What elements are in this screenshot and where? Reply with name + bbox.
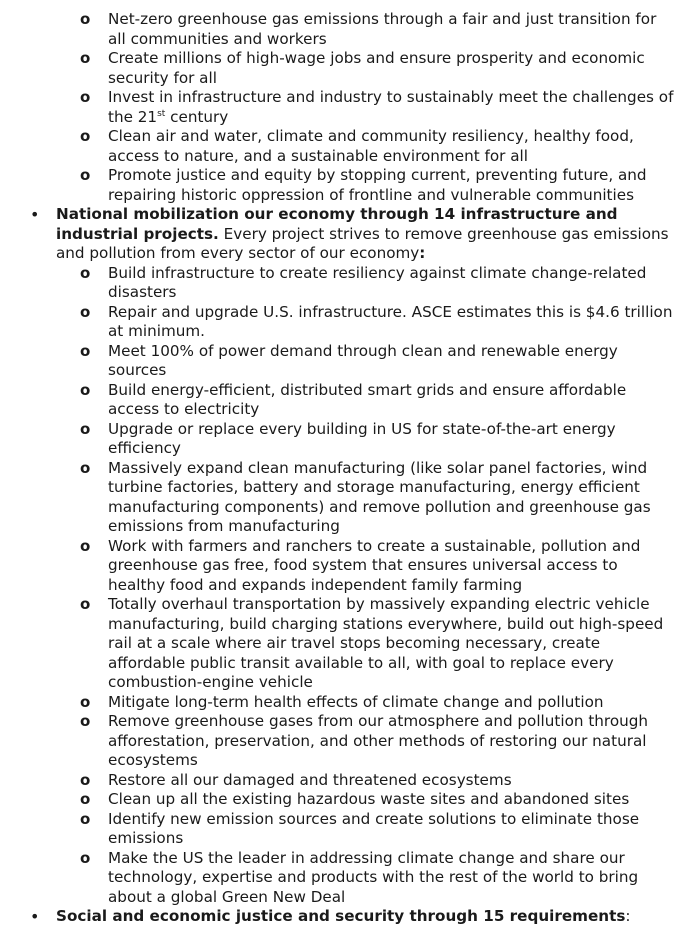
- list-item: [0, 849, 696, 908]
- mobilization-intro: Every project strives to remove greenhouse gas emissions and pollution from every sector of our economy: [56, 224, 669, 262]
- sub-bullet: o: [80, 770, 91, 789]
- list-item: [0, 771, 696, 791]
- list-item-text-end: century: [165, 107, 229, 126]
- list-item-text: Upgrade or replace every building in US for state-of-the-art energy efficiency: [108, 419, 616, 457]
- list-item: [0, 790, 696, 810]
- list-item: [0, 420, 696, 459]
- sub-bullet: o: [80, 127, 91, 145]
- list-item-text: Net-zero greenhouse gas emissions through a fair and just transition for all communities and workers: [108, 10, 657, 48]
- mobilization-section: [0, 205, 696, 264]
- list-item-text: Repair and upgrade U.S. infrastructure. ASCE estimates this is $4.6 trillion at minimum.: [108, 302, 673, 340]
- list-item-text: Identify new emission sources and create solutions to eliminate those emissions: [108, 809, 640, 847]
- list-item: [0, 127, 696, 166]
- top-bullet: •: [30, 907, 40, 926]
- list-item-text: Invest in infrastructure and industry to sustainably meet the challenges of the 21: [108, 88, 674, 126]
- sub-bullet: o: [80, 595, 91, 613]
- top-bullet: •: [30, 205, 40, 224]
- list-item-text: Create millions of high-wage jobs and ensure prosperity and economic security for all: [108, 49, 645, 87]
- list-item: [0, 693, 696, 713]
- list-item-text: Clean air and water, climate and community resiliency, healthy food, access to nature, and a sustainable environment for all: [108, 127, 634, 165]
- list-item-text: Make the US the leader in addressing climate change and share our technology, expertise and products with the rest of the world to bring about a global Green New Deal: [108, 848, 639, 906]
- sub-bullet: o: [80, 458, 91, 477]
- sub-bullet: o: [80, 341, 91, 360]
- list-item-text: Clean up all the existing hazardous waste sites and abandoned sites: [108, 790, 630, 808]
- sub-bullet: o: [80, 809, 91, 828]
- list-item: [0, 264, 696, 303]
- projects-list: [0, 264, 696, 908]
- list-item-text: Work with farmers and ranchers to create a sustainable, pollution and greenhouse gas free, food system that ensures universal access to healthy food and expands independent family farming: [108, 536, 641, 594]
- sub-bullet: o: [80, 692, 91, 711]
- list-item: [0, 537, 696, 596]
- list-item-text: Massively expand clean manufacturing (like solar panel factories, wind turbine factories, battery and storage manufacturing, energy efficient manufacturing components) and remove pollution and greenhouse gas emissions from manufacturing: [108, 458, 651, 535]
- superscript: st: [157, 108, 166, 119]
- sub-bullet: o: [80, 49, 91, 67]
- sub-bullet: o: [80, 166, 91, 184]
- mobilization-heading: National mobilization our economy through 14 infrastructure and industrial projects.: [56, 205, 618, 243]
- list-item-text: Build infrastructure to create resiliency against climate change-related disasters: [108, 263, 647, 301]
- sub-bullet: o: [80, 536, 91, 555]
- sub-bullet: o: [80, 712, 91, 730]
- list-item-text: Build energy-efficient, distributed smart grids and ensure affordable access to electricity: [108, 380, 627, 418]
- list-item-text: Promote justice and equity by stopping current, preventing future, and repairing historic oppression of frontline and vulnerable communities: [108, 166, 647, 204]
- sub-bullet: o: [80, 380, 91, 399]
- list-item: [0, 49, 696, 88]
- sub-bullet: o: [80, 263, 91, 282]
- list-item: [0, 10, 696, 49]
- list-item: [0, 342, 696, 381]
- mobilization-colon: :: [419, 244, 426, 262]
- list-item-text: Totally overhaul transportation by massively expanding electric vehicle manufacturing, build charging stations everywhere, build out high-speed rail at a scale where air travel stops becoming necessary, create affordable public transit available to all, with goal to replace every combustion-engine vehicle: [108, 595, 664, 691]
- list-item-text: Remove greenhouse gases from our atmosphere and pollution through afforestation, preservation, and other methods of restoring our natural ecosystems: [108, 712, 648, 769]
- list-item-text: Mitigate long-term health effects of climate change and pollution: [108, 692, 604, 711]
- sub-bullet: o: [80, 10, 91, 28]
- list-item: [0, 381, 696, 420]
- list-item: [0, 712, 696, 771]
- list-item-text: Meet 100% of power demand through clean and renewable energy sources: [108, 341, 618, 379]
- sub-bullet: o: [80, 790, 91, 808]
- social-colon: :: [625, 907, 631, 925]
- goals-list: [0, 0, 696, 205]
- list-item-text: Restore all our damaged and threatened ecosystems: [108, 770, 512, 789]
- social-section: [0, 907, 696, 927]
- sub-bullet: o: [80, 88, 91, 106]
- list-item: [0, 166, 696, 205]
- sub-bullet: o: [80, 848, 91, 867]
- sub-bullet: o: [80, 419, 91, 438]
- list-item: [0, 459, 696, 537]
- social-heading: Social and economic justice and security through 15 requirements: [56, 907, 626, 925]
- list-item: [0, 595, 696, 693]
- list-item: [0, 810, 696, 849]
- sub-bullet: o: [80, 302, 91, 321]
- list-item: [0, 303, 696, 342]
- list-item: [0, 88, 696, 127]
